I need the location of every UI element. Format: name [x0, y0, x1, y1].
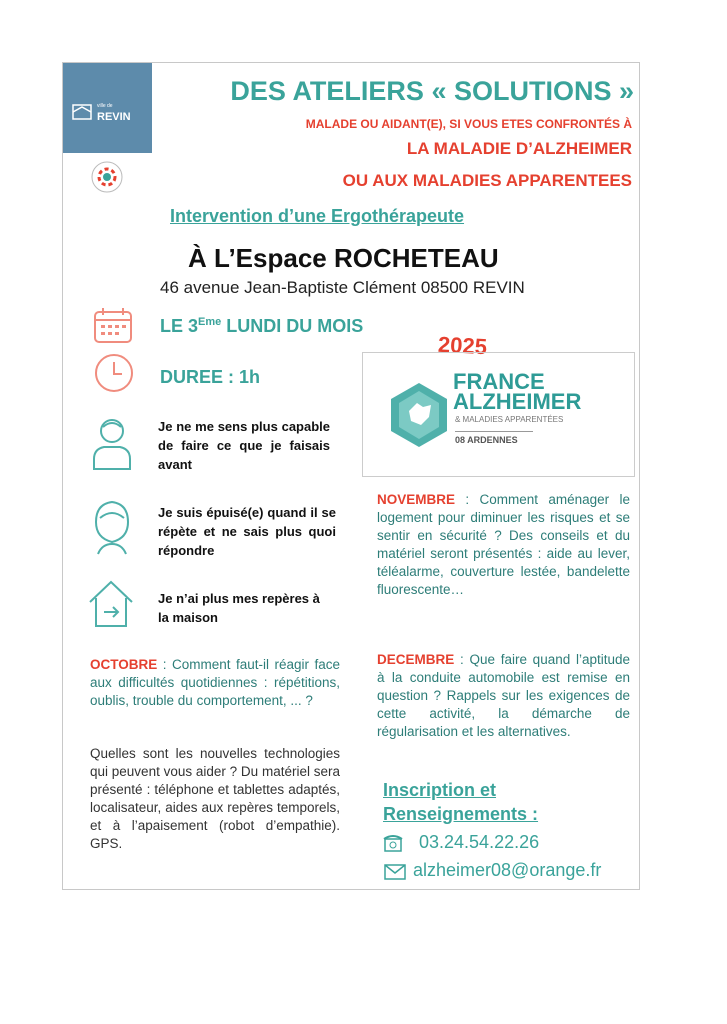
decembre-month: DECEMBRE [377, 652, 455, 667]
revin-logo [63, 63, 152, 153]
subtitle: MALADE OU AIDANT(E), SI VOUS ETES CONFRONTÉS À [305, 117, 632, 131]
octobre-text: : Comment faut-il réagir face aux difficultés quotidiennes : répétitions, oublis, trouble du comportement, ... ? [90, 657, 340, 708]
contact-email[interactable]: alzheimer08@orange.fr [413, 860, 602, 880]
fa-line4: 08 ARDENNES [455, 435, 518, 445]
france-alzheimer-logo-box [362, 352, 635, 477]
fa-line1: FRANCE [453, 369, 545, 394]
fa-line2: ALZHEIMER [453, 389, 582, 414]
contact-heading-2: Renseignements : [383, 804, 539, 824]
calendar-icon [92, 306, 134, 346]
year-badge: 2025 [437, 331, 488, 360]
decembre-paragraph [377, 651, 630, 741]
venue-name: À L’Espace ROCHETEAU [188, 243, 499, 273]
schedule-when [160, 316, 363, 337]
header-line1: LA MALADIE D’ALZHEIMER [406, 139, 632, 158]
contact-heading-1: Inscription et [383, 780, 497, 800]
quote-3: Je n’ai plus mes repères à la maison [158, 591, 320, 625]
woman-head-icon [88, 498, 138, 558]
clock-icon [93, 352, 135, 394]
phone-icon [383, 833, 403, 853]
octobre-paragraph-2: Quelles sont les nouvelles technologies qui peuvent vous aider ? Du matériel sera présenté : téléphone et tablettes adaptés, localisateur, aides aux repères temporels, et à l’apaisement (robot d’empathie). GPS. [90, 746, 340, 851]
duration: DUREE : 1h [160, 367, 261, 387]
person-icon [88, 413, 138, 473]
novembre-month: NOVEMBRE [377, 492, 456, 507]
page-title: DES ATELIERS « SOLUTIONS » [230, 76, 634, 106]
intervention-heading: Intervention d’une Ergothérapeute [170, 206, 465, 226]
quote-2: Je suis épuisé(e) quand il se répète et ne sais plus quoi répondre [158, 505, 336, 558]
contact-phone[interactable]: 03.24.54.22.26 [419, 832, 540, 852]
email-icon [383, 862, 407, 882]
logo-city: REVIN [97, 111, 131, 123]
header-line2: OU AUX MALADIES APPARENTEES [342, 171, 632, 190]
partner-round-logo-icon [90, 160, 124, 194]
octobre-paragraph [90, 656, 340, 710]
house-arrow-icon [86, 578, 136, 630]
logo-small-text: ville de [97, 103, 113, 109]
octobre-month: OCTOBRE [90, 657, 158, 672]
fa-line3: & MALADIES APPARENTÉES [455, 415, 564, 424]
novembre-paragraph [377, 491, 630, 599]
hexagon-logo-icon [389, 381, 449, 449]
schedule-suffix: LUNDI DU MOIS [221, 316, 364, 336]
schedule-sup: Eme [198, 316, 222, 328]
revin-emblem-icon [71, 101, 93, 123]
schedule-prefix: LE 3 [160, 316, 199, 336]
quote-1: Je ne me sens plus capable de faire ce que je faisais avant [158, 419, 330, 472]
venue-address: 46 avenue Jean-Baptiste Clément 08500 REVIN [160, 278, 525, 297]
fa-divider [455, 431, 533, 432]
novembre-text: : Comment aménager le logement pour diminuer les risques et se sentir en sécurité ? Des conseils et du matériel seront présentés : aide au lever, téléalarme, couverture lestée, bandelette fluorescente… [377, 492, 630, 597]
decembre-text: : Que faire quand l’aptitude à la conduite automobile est remise en question ? Rappels sur les exigences de cette activité, la démarche de régularisation et les alternatives. [377, 652, 630, 739]
